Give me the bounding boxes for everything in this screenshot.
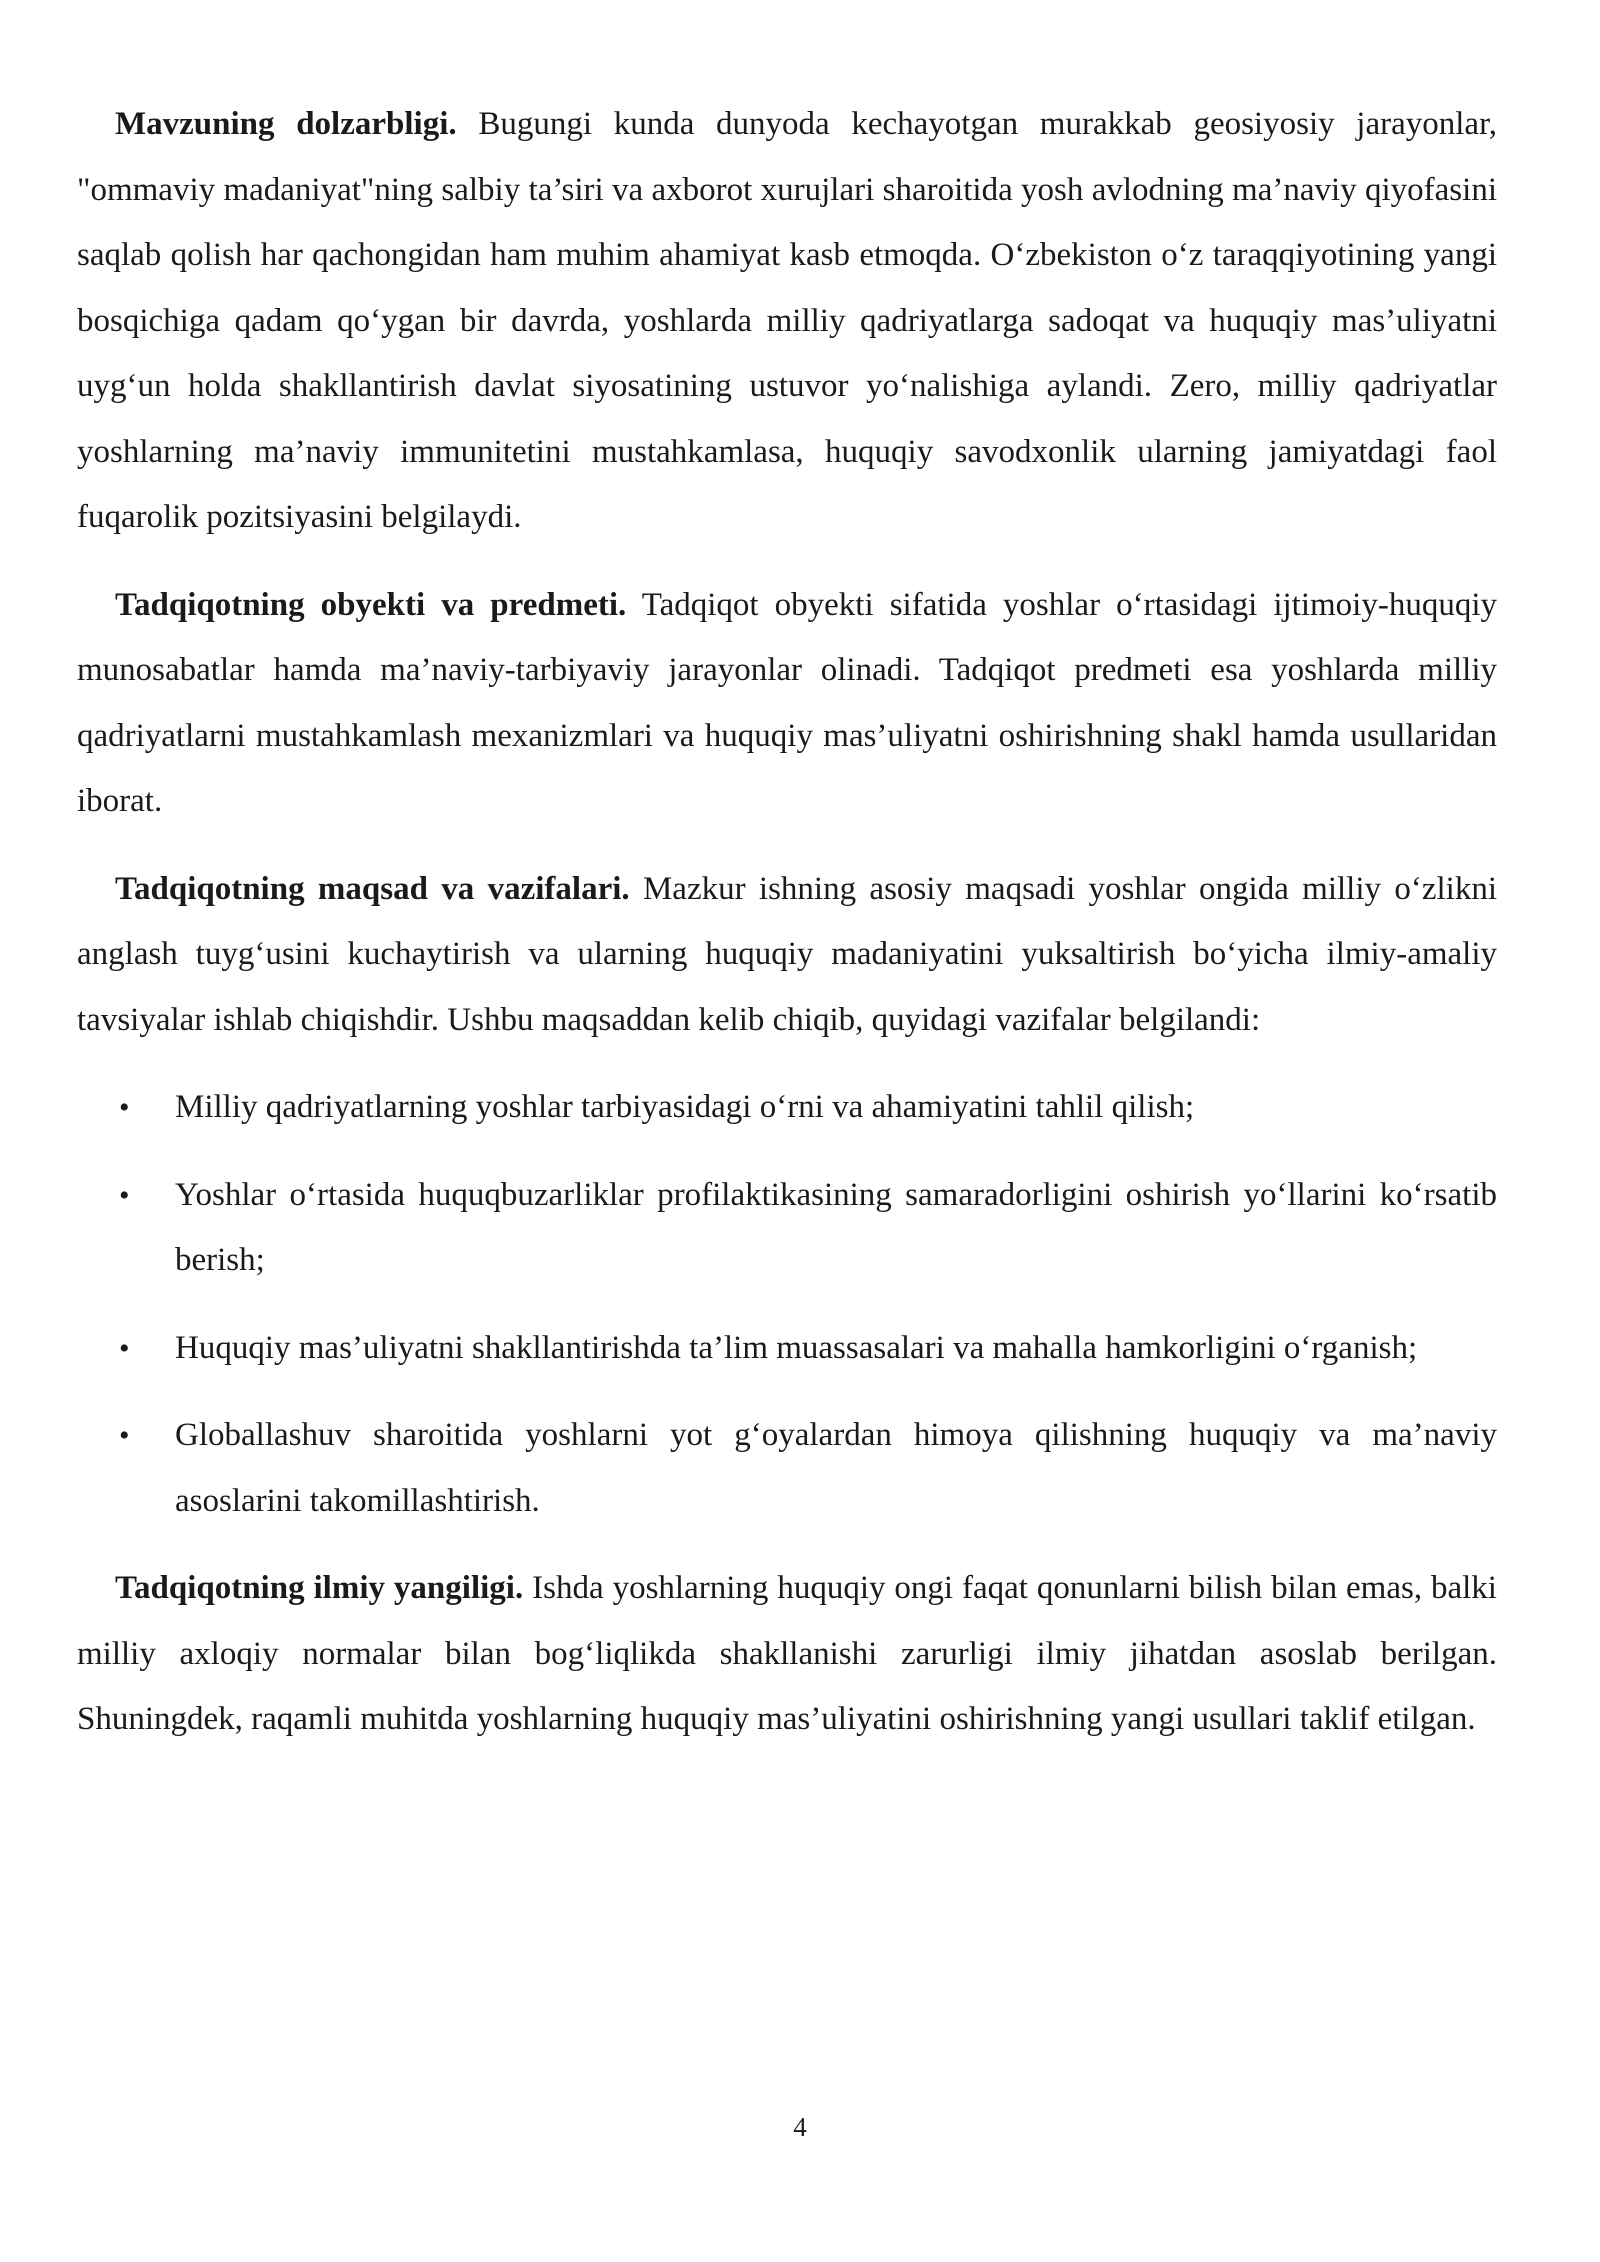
list-item xyxy=(77,1163,1497,1294)
list-item xyxy=(77,1403,1497,1534)
list-item xyxy=(77,1075,1497,1141)
relevance-text: Bugungi kunda dunyoda kechayotgan murakkab geosiyosiy jarayonlar, "ommaviy madaniyat"ning salbiy ta’siri va axborot xurujlari sharoitida yosh avlodning ma’naviy qiyofasini saqlab qolish har qachongidan ham muhim ahamiyat kasb etmoqda. O‘zbekiston o‘z taraqqiyotining yangi bosqichiga qadam qo‘ygan bir davrda, yoshlarda milliy qadriyatlarga sadoqat va huquqiy mas’uliyatni uyg‘un holda shakllantirish davlat siyosatining ustuvor yo‘nalishiga aylandi. Zero, milliy qadriyatlar yoshlarning ma’naviy immunitetini mustahkamlasa, huquqiy savodxonlik ularning jamiyatdagi faol fuqarolik pozitsiyasini belgilaydi. xyxy=(77,106,1497,535)
goals-paragraph xyxy=(77,857,1497,1054)
task-text: Yoshlar o‘rtasida huquqbuzarliklar profilaktikasining samaradorligini oshirish yo‘llarini ko‘rsatib berish; xyxy=(175,1176,1497,1278)
task-text: Huquqiy mas’uliyatni shakllantirishda ta’lim muassasalari va mahalla hamkorligini o‘rganish; xyxy=(175,1329,1418,1366)
object-subject-heading: Tadqiqotning obyekti va predmeti. xyxy=(115,586,627,623)
novelty-heading: Tadqiqotning ilmiy yangiligi. xyxy=(115,1570,524,1606)
tasks-list xyxy=(77,1075,1497,1534)
page-number: 4 xyxy=(793,2112,807,2142)
bullet-icon: • xyxy=(119,1178,130,1212)
novelty-text: Ishda yoshlarning huquqiy ongi faqat qonunlarni bilish bilan emas, balki milliy axloqiy normalar bilan bog‘liqlikda shakllanishi zarurligi ilmiy jihatdan asoslab berilgan. Shuningdek, raqamli muhitda yoshlarning huquqiy mas’uliyatini oshirishning yangi usullari taklif etilgan. xyxy=(77,1570,1497,1737)
object-subject-paragraph xyxy=(77,573,1497,835)
task-text: Milliy qadriyatlarning yoshlar tarbiyasidagi o‘rni va ahamiyatini tahlil qilish; xyxy=(175,1089,1195,1125)
object-subject-text: Tadqiqot obyekti sifatida yoshlar o‘rtasidagi ijtimoiy-huquqiy munosabatlar hamda ma’naviy-tarbiyaviy jarayonlar olinadi. Tadqiqot predmeti esa yoshlarda milliy qadriyatlarni mustahkamlash mexanizmlari va huquqiy mas’uliyatni oshirishning shakl hamda usullaridan iborat. xyxy=(77,586,1498,819)
bullet-icon: • xyxy=(119,1419,130,1452)
goals-heading: Tadqiqotning maqsad va vazifalari. xyxy=(115,870,630,907)
task-text: Globallashuv sharoitida yoshlarni yot g‘oyalardan himoya qilishning huquqiy va ma’naviy asoslarini takomillashtirish. xyxy=(175,1417,1497,1519)
document-body xyxy=(77,92,1497,1775)
goals-text: Mazkur ishning asosiy maqsadi yoshlar ongida milliy o‘zlikni anglash tuyg‘usini kuchaytirish va ularning huquqiy madaniyatini yuksaltirish bo‘yicha ilmiy-amaliy tavsiyalar ishlab chiqishdir. Ushbu maqsaddan kelib chiqib, quyidagi vazifalar belgilandi: xyxy=(77,870,1497,1038)
relevance-paragraph xyxy=(77,92,1497,551)
novelty-paragraph xyxy=(77,1556,1497,1753)
list-item xyxy=(77,1316,1497,1382)
relevance-heading: Mavzuning dolzarbligi. xyxy=(115,106,457,142)
bullet-icon: • xyxy=(119,1091,130,1124)
bullet-icon: • xyxy=(119,1331,130,1365)
